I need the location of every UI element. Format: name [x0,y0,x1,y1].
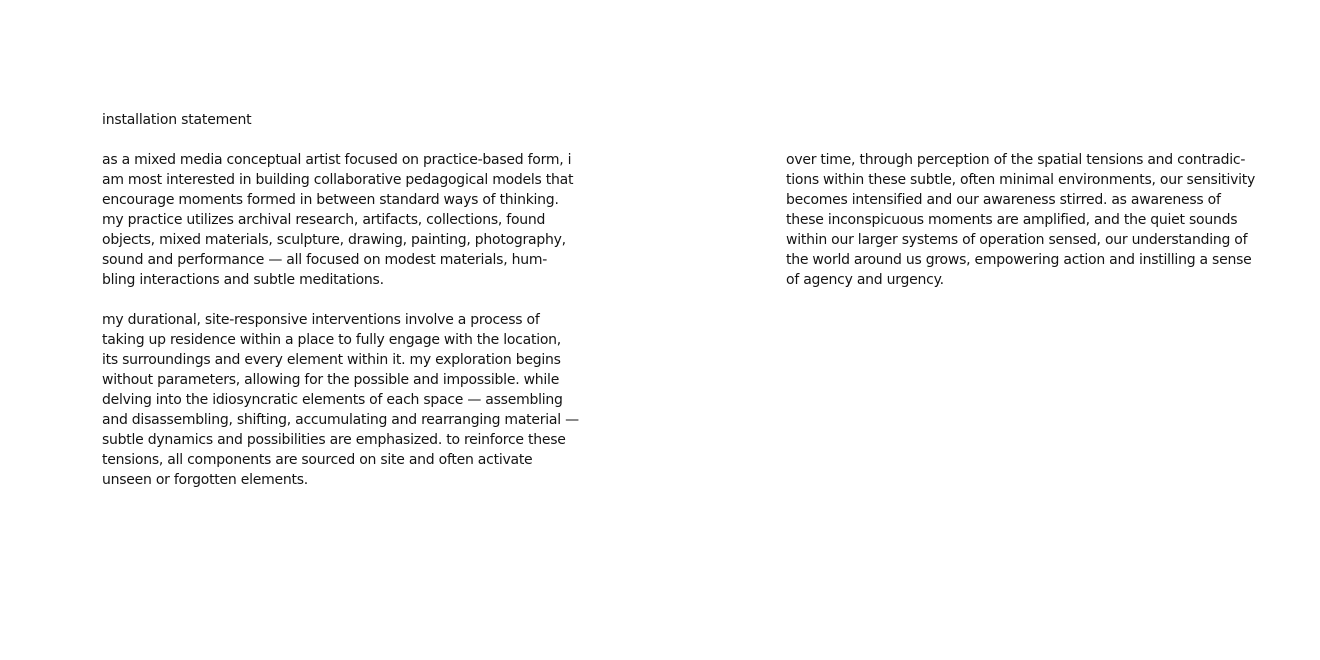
text-line: encourage moments formed in between standard ways of thinking. [102,192,559,208]
text-line: as a mixed media conceptual artist focused on practice-based form, i [102,152,572,168]
text-line: the world around us grows, empowering action and instilling a sense [786,252,1252,268]
text-line: objects, mixed materials, sculpture, drawing, painting, photography, [102,232,566,248]
text-line: am most interested in building collaborative pedagogical models that [102,172,574,188]
text-line: these inconspicuous moments are amplified, and the quiet sounds [786,212,1238,228]
left-column [102,150,579,490]
text-line: unseen or forgotten elements. [102,472,308,488]
page-title: installation statement [102,112,252,128]
paragraph-perception [786,150,1256,290]
text-line: sound and performance — all focused on modest materials, hum- [102,252,548,268]
text-line: tions within these subtle, often minimal environments, our sensitivity [786,172,1256,188]
text-line: without parameters, allowing for the possible and impossible. while [102,372,560,388]
right-column [786,150,1256,290]
text-line: its surroundings and every element within it. my exploration begins [102,352,561,368]
text-line: bling interactions and subtle meditations. [102,272,384,288]
text-line: within our larger systems of operation sensed, our understanding of [786,232,1248,248]
text-line: tensions, all components are sourced on site and often activate [102,452,533,468]
text-line: over time, through perception of the spatial tensions and contradic- [786,152,1246,168]
text-line: becomes intensified and our awareness stirred. as awareness of [786,192,1221,208]
text-line: my practice utilizes archival research, artifacts, collections, found [102,212,546,228]
paragraph-practice [102,150,572,290]
text-line: and disassembling, shifting, accumulating and rearranging material — [102,412,579,428]
text-line: subtle dynamics and possibilities are emphasized. to reinforce these [102,432,566,448]
text-line: my durational, site-responsive interventions involve a process of [102,312,540,328]
text-line: delving into the idiosyncratic elements of each space — assembling [102,392,563,408]
paragraph-interventions [102,310,579,490]
text-line: taking up residence within a place to fully engage with the location, [102,332,561,348]
text-line: of agency and urgency. [786,272,944,288]
